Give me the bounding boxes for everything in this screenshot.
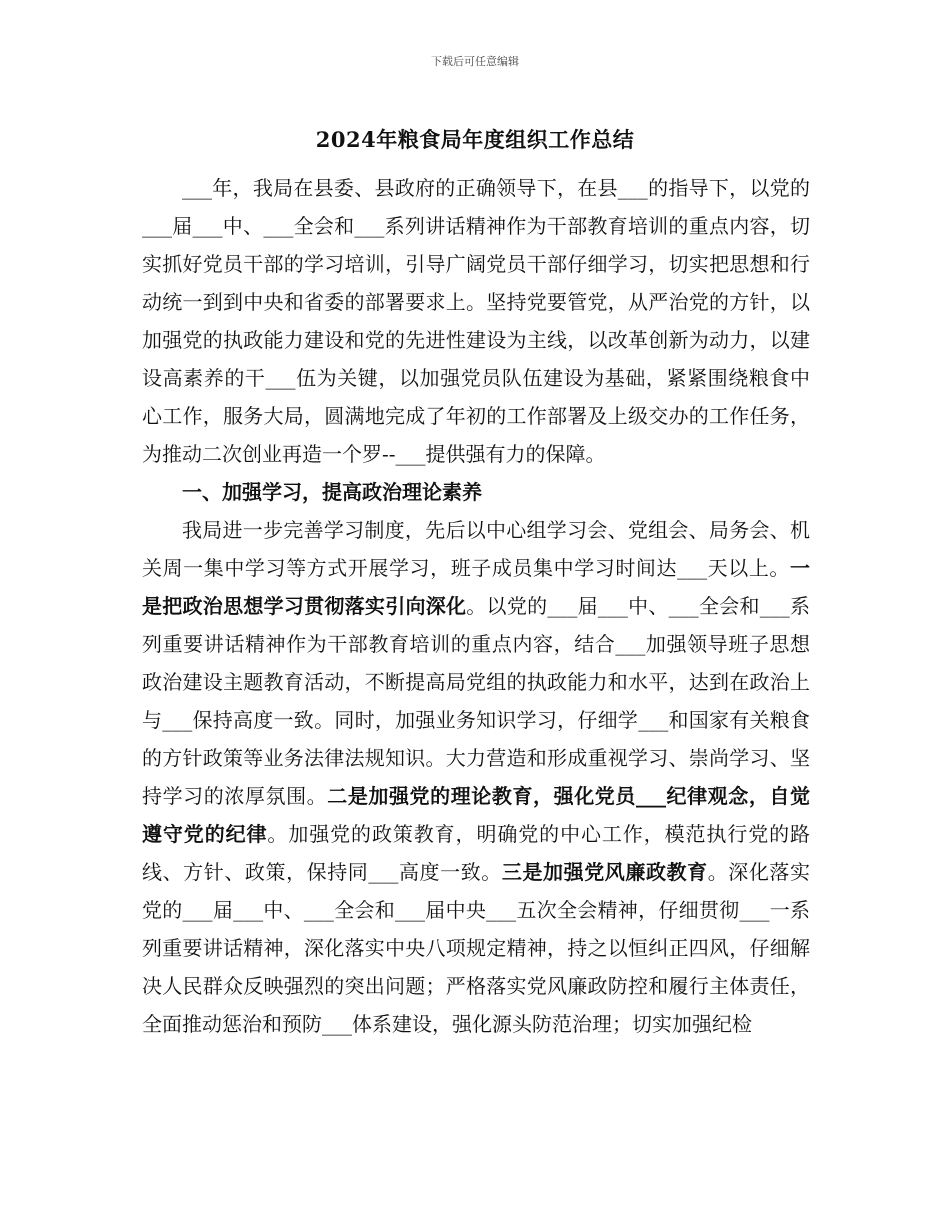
- key-point-1: 一是把政治思想学习贯彻落实引向深化: [142, 556, 810, 618]
- section-heading: 一、加强学习，提高政治理论素养: [182, 480, 482, 504]
- key-point-1-text: 。以党的___届___中、___全会和___系列重要讲话精神作为干部教育培训的重点内容，结合___加强领导班子思想政治建设主题教育活动，不断提高局党组的执政能力和水平，达到在政治上与___保持高度一致。同时，加强业务知识学习，仔细学___和国家有关粮食的方针政策等业务法律法规知识。大力营造和形成重视学习、崇尚学习、坚持学习的浓厚氛围。: [142, 594, 811, 808]
- document-body: [142, 169, 810, 1043]
- key-point-2: 二是加强党的理论教育，强化党员___纪律观念，自觉遵守党的纪律: [142, 784, 811, 846]
- key-point-2-text: 。加强党的政策教育，明确党的中心工作，模范执行党的路线、方针、政策，保持同___高度一致。: [142, 822, 811, 884]
- key-point-3: 三是加强党风廉政教育: [501, 860, 708, 884]
- intro-paragraph: ___年，我局在县委、县政府的正确领导下，在县___的指导下，以党的___届___中、___全会和___系列讲话精神作为干部教育培训的重点内容，切实抓好党员干部的学习培训，引导广阔党员干部仔细学习，切实把思想和行动统一到到中央和省委的部署要求上。坚持党要管党，从严治党的方针，以加强党的执政能力建设和党的先进性建设为主线，以改革创新为动力，以建设高素养的干___伍为关键，以加强党员队伍建设为基础，紧紧围绕粮食中心工作，服务大局，圆满地完成了年初的工作部署及上级交办的工作任务，为推动二次创业再造一个罗--___提供强有力的保障。: [142, 176, 810, 466]
- key-point-3-text: 。深化落实党的___届___中、___全会和___届中央___五次全会精神，仔细贯彻___一系列重要讲话精神，深化落实中央八项规定精神，持之以恒纠正四风，仔细解决人民群众反映强烈的突出问题；严格落实党风廉政防控和履行主体责任，全面推动惩治和预防___体系建设，强化源头防范治理；切实加强纪检: [142, 860, 811, 1036]
- header-note: 下载后可任意编辑: [431, 55, 519, 68]
- paragraph-lead-text: 我局进一步完善学习制度，先后以中心组学习会、党组会、局务会、机关周一集中学习等方式开展学习，班子成员集中学习时间达___天以上。: [142, 518, 810, 580]
- section-paragraph: [142, 511, 810, 1043]
- document-title: 2024年粮食局年度组织工作总结: [315, 127, 635, 152]
